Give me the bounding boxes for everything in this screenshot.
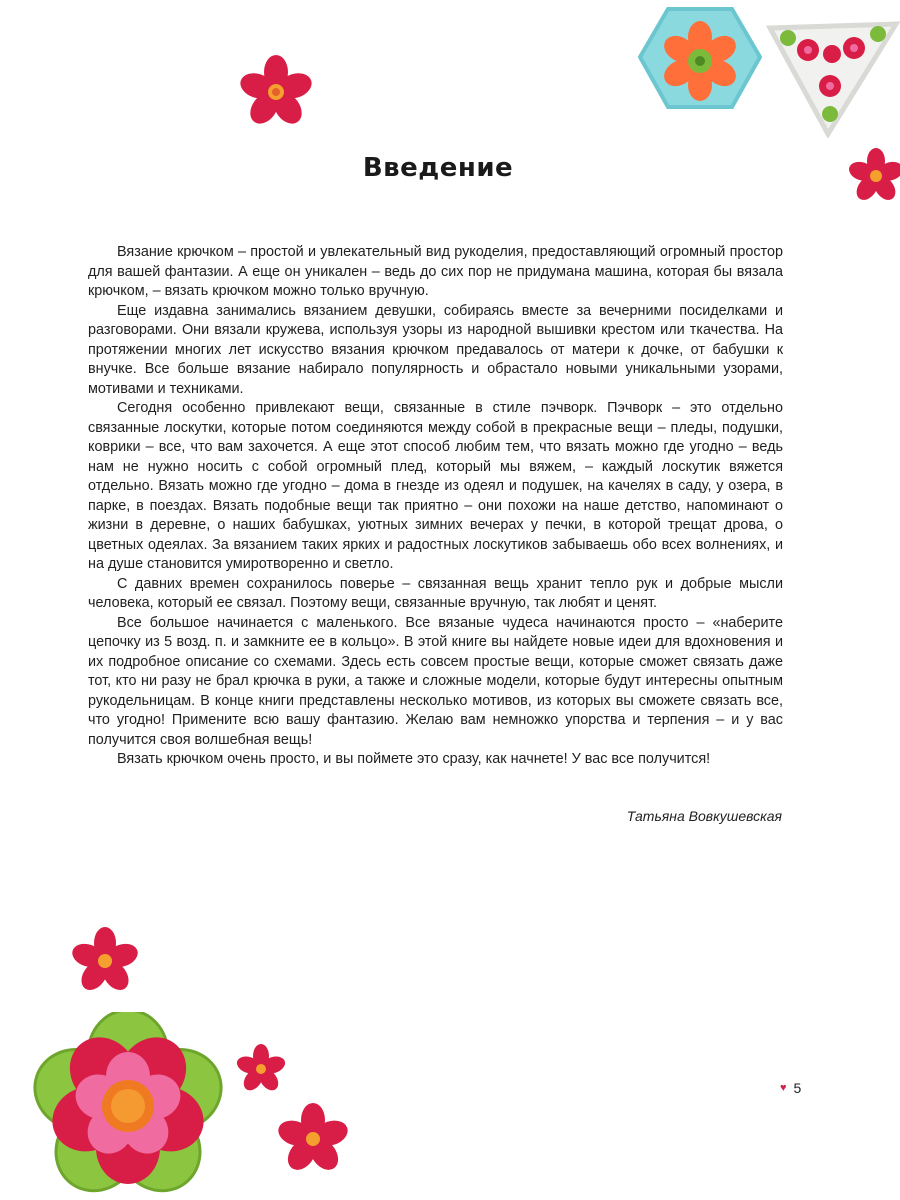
paragraph: Сегодня особенно привлекают вещи, связанные в стиле пэчворк. Пэчворк – это отдельно связанные лоскутки, которые потом соединяются между собой в прекрасные вещи – пледы, подушки, коврики – все, что вам захочется. А еще этот способ любим тем, что вязать можно где угодно – ведь нам не нужно носить с собой огромный плед, который мы вяжем, – каждый лоскутик вяжется отдельно. Вязать можно где угодно – дома в гнезде из одеял и подушек, на качелях в саду, у озера, в парке, в поездах. Вязать подобные вещи так приятно – они похожи на наше детство, напоминают о жизни в деревне, о наших бабушках, уютных зимних вечерах у печки, в которой трещат дрова, о цветных одеялах. За вязанием таких ярких и радостных лоскутиков забываешь обо всех волнениях, и на душе становится умиротворенно и светло.: [88, 400, 783, 572]
white-triangle-motif: [766, 14, 900, 138]
introduction-text: [88, 243, 783, 770]
author-signature: Татьяна Вовкушевская: [626, 808, 782, 824]
paragraph: Вязать крючком очень просто, и вы поймете это сразу, как начнете! У вас все получится!: [117, 751, 711, 767]
page-title: Введение: [362, 153, 514, 183]
paragraph: С давних времен сохранилось поверье – связанная вещь хранит тепло рук и добрые мысли человека, который ее связал. Поэтому вещи, связанные вручную, так любят и ценят.: [88, 575, 783, 611]
small-red-crochet-flower-bottom-left: [70, 926, 140, 996]
page-number: 5: [793, 1080, 802, 1096]
paragraph: Вязание крючком – простой и увлекательный вид рукоделия, предоставляющий огромный простор для вашей фантазии. А еще он уникален – ведь до сих пор не придумана машина, которая бы вязала крючком, – вязать крючком можно только вручную.: [88, 244, 783, 299]
turquoise-hexagon-motif: [630, 5, 770, 117]
small-red-crochet-flower-top-left: [238, 54, 314, 130]
paragraph: Все большое начинается с маленького. Все вязаные чудеса начинаются просто – «наберите цепочку из 5 возд. п. и замкните ее в кольцо». В этой книге вы найдете новые идеи для вдохновения и их подробное описание со схемами. Здесь есть совсем простые вещи, которые сможет связать даже тот, кто ни разу не брал крючка в руки, а также и сложные модели, которые будут интересны опытным рукодельницам. В конце книги представлены несколько мотивов, из которых вы сможете связать все, что угодно! Примените всю вашу фантазию. Желаю вам немножко упорства и терпения – и у вас получится своя волшебная вещь!: [88, 614, 783, 748]
large-layered-crochet-flower: [28, 1012, 228, 1200]
small-red-crochet-flower-bottom-right: [276, 1102, 350, 1176]
small-red-crochet-flower-bottom-middle: [236, 1044, 286, 1094]
heart-icon: ♥: [780, 1082, 787, 1094]
paragraph: Еще издавна занимались вязанием девушки, собираясь вместе за вечерними посиделками и разговорами. Они вязали кружева, используя узоры из народной вышивки крестом или ткачества. На протяжении многих лет искусство вязания крючком предавалось от матери к дочке, от бабушки к внучке. Все больше вязание набирало популярность и обрастало новыми уникальными узорами, мотивами и техниками.: [88, 302, 783, 397]
page-number-block: [780, 1080, 810, 1096]
